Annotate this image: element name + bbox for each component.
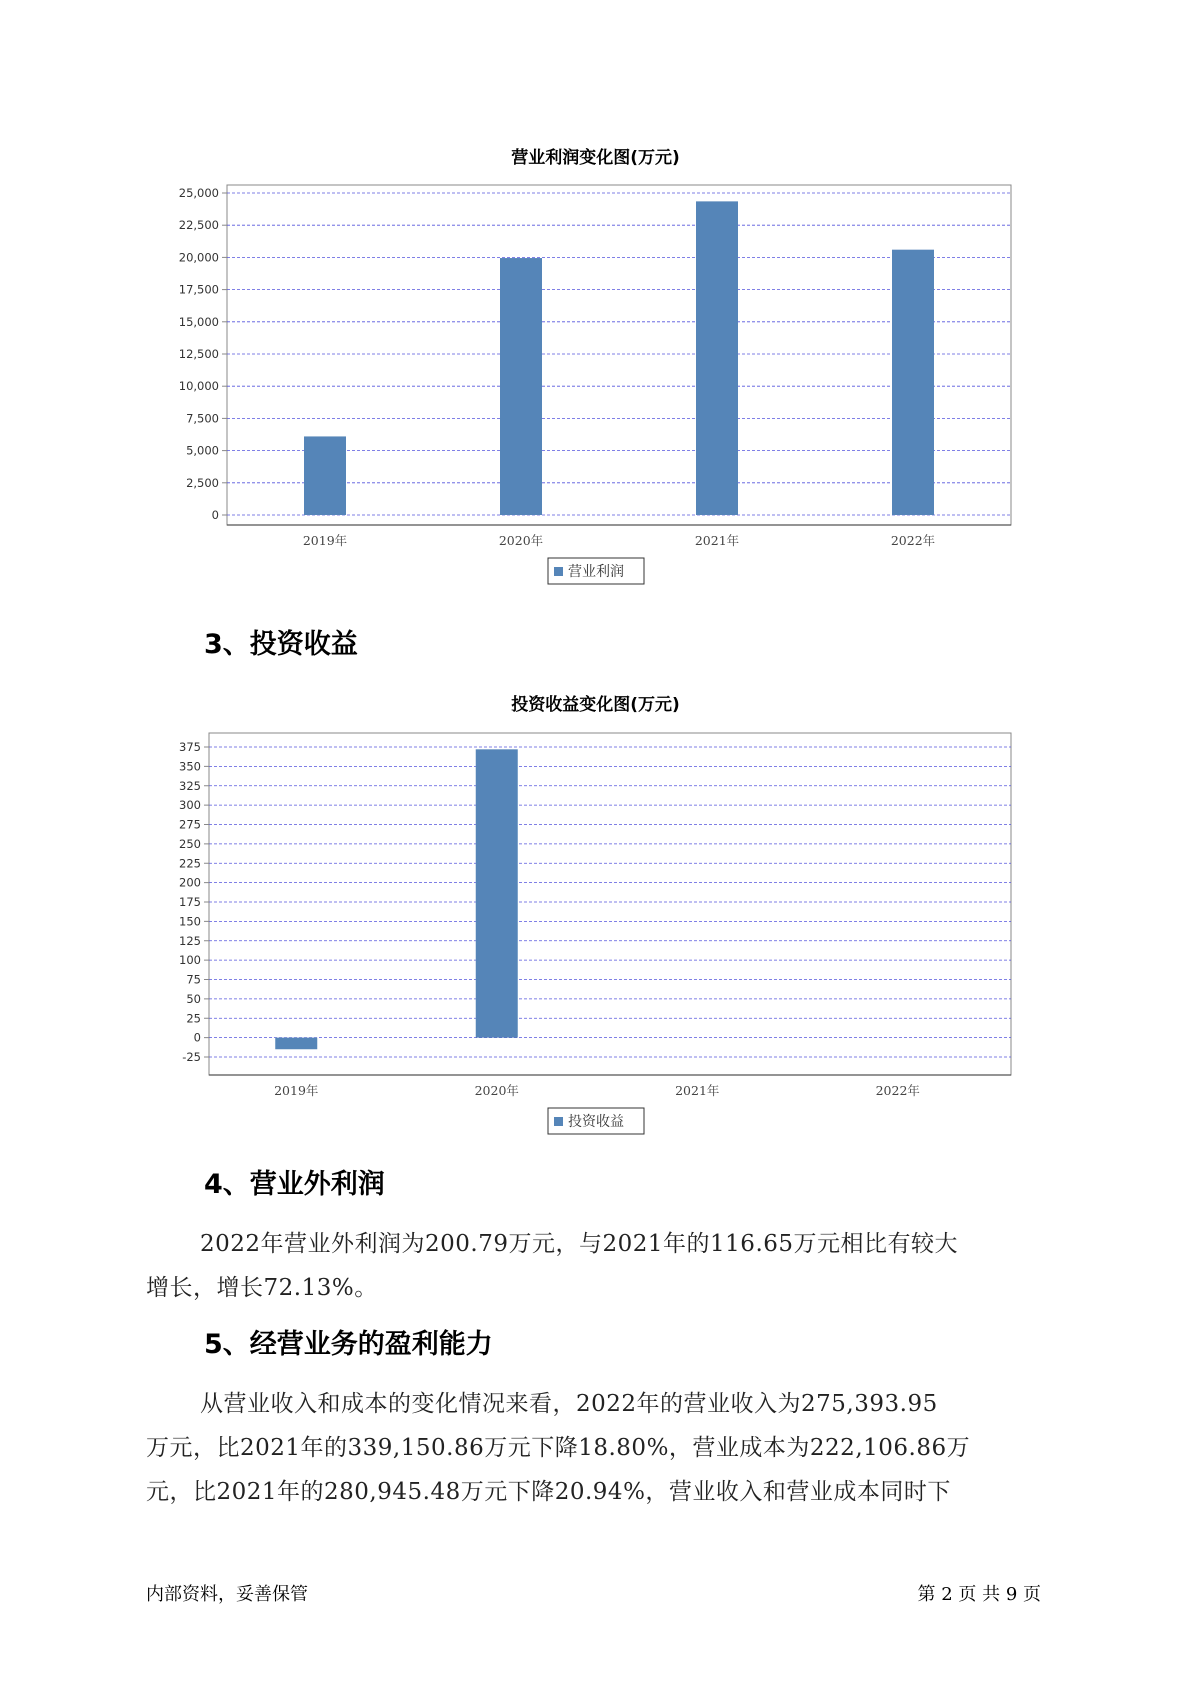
footer-confidential-note: 内部资料，妥善保管	[146, 1584, 308, 1605]
y-tick-label: 225	[179, 856, 201, 871]
bar	[476, 749, 518, 1037]
x-tick-label: 2019年	[302, 533, 348, 548]
chart1-title: 营业利润变化图(万元)	[511, 148, 680, 168]
chart2-title: 投资收益变化图(万元)	[511, 695, 680, 715]
y-tick-label: 275	[179, 817, 201, 832]
section3-heading: 3、投资收益	[204, 629, 358, 660]
y-tick-label: 20,000	[178, 250, 219, 265]
y-tick-label: 25,000	[178, 186, 219, 200]
bar	[275, 1038, 317, 1050]
y-tick-label: 250	[179, 836, 201, 851]
section5-heading: 5、经营业务的盈利能力	[204, 1329, 493, 1360]
y-tick-label: 7,500	[186, 411, 219, 426]
paragraph-line: 万元，比2021年的339,150.86万元下降18.80%，营业成本为222,106.86万	[146, 1435, 971, 1461]
x-tick-label: 2022年	[890, 533, 936, 548]
y-tick-label: 375	[179, 740, 201, 754]
y-tick-label: 12,500	[178, 347, 219, 361]
y-tick-label: 125	[179, 933, 201, 948]
section4-heading: 4、营业外利润	[204, 1169, 385, 1200]
legend-label: 营业利润	[568, 564, 624, 580]
section5-paragraph	[146, 1382, 1046, 1514]
plot-frame	[209, 733, 1011, 1075]
y-tick-label: 17,500	[178, 282, 219, 297]
x-tick-label: 2022年	[875, 1083, 920, 1098]
y-tick-label: 350	[179, 759, 201, 774]
y-tick-label: 150	[179, 914, 201, 929]
y-tick-label: 10,000	[178, 379, 219, 394]
paragraph-line: 2022年营业外利润为200.79万元，与2021年的116.65万元相比有较大	[200, 1231, 959, 1257]
y-tick-label: 5,000	[186, 443, 219, 458]
y-tick-label: 0	[193, 1030, 201, 1045]
footer-page-number: 第 2 页 共 9 页	[917, 1584, 1041, 1605]
paragraph-line: 增长，增长72.13%。	[146, 1275, 378, 1301]
y-tick-label: 200	[179, 875, 201, 890]
y-tick-label: 325	[179, 778, 201, 793]
y-tick-label: 175	[179, 895, 201, 909]
section4-paragraph	[146, 1222, 1046, 1310]
y-tick-label: 22,500	[178, 218, 219, 233]
legend-label: 投资收益	[568, 1114, 624, 1130]
y-tick-label: 100	[179, 953, 201, 968]
paragraph-line: 元，比2021年的280,945.48万元下降20.94%，营业收入和营业成本同时下	[146, 1479, 951, 1505]
y-tick-label: 300	[179, 798, 201, 813]
x-tick-label: 2021年	[694, 533, 740, 548]
paragraph-line: 从营业收入和成本的变化情况来看，2022年的营业收入为275,393.95	[200, 1391, 938, 1417]
y-tick-label: 75	[186, 972, 201, 987]
legend-swatch	[554, 1117, 563, 1126]
y-tick-label: 50	[186, 991, 201, 1006]
x-tick-label: 2020年	[498, 533, 544, 548]
x-tick-label: 2019年	[274, 1083, 319, 1098]
y-tick-label: 2,500	[186, 475, 219, 490]
y-tick-label: 0	[211, 508, 219, 522]
y-tick-label: -25	[182, 1050, 201, 1064]
x-tick-label: 2020年	[474, 1083, 519, 1098]
x-tick-label: 2021年	[675, 1083, 720, 1098]
y-tick-label: 25	[186, 1011, 201, 1026]
legend	[548, 1108, 644, 1134]
y-tick-label: 15,000	[178, 314, 219, 329]
